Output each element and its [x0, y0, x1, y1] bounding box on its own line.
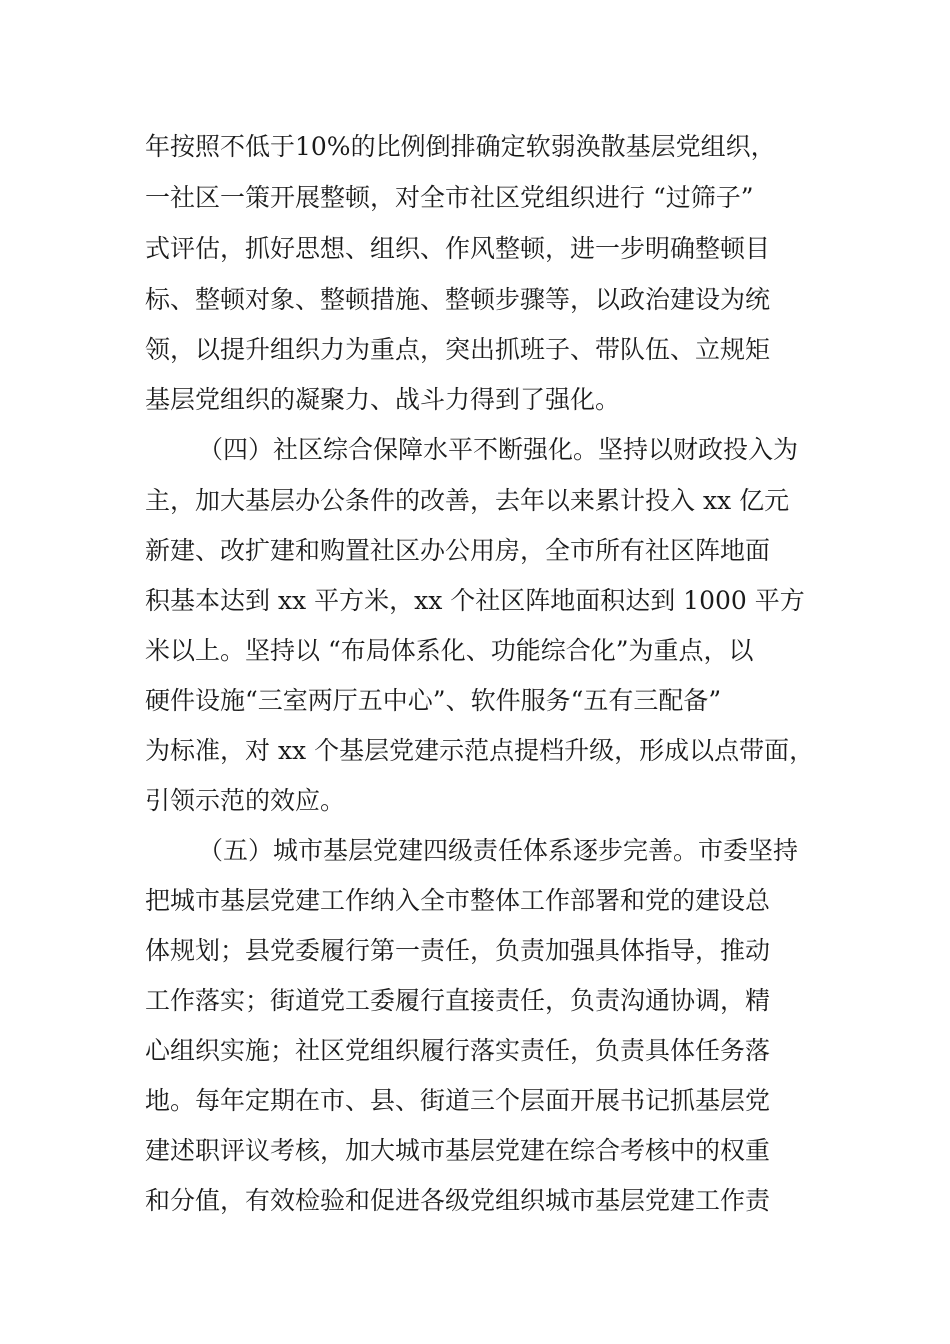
paragraph-line: 式评估，抓好思想、组织、作风整顿，进一步明确整顿目 [145, 234, 771, 263]
paragraph-line: 主，加大基层办公条件的改善，去年以来累计投入 xx 亿元 [145, 486, 790, 515]
paragraph-line: 把城市基层党建工作纳入全市整体工作部署和党的建设总 [145, 886, 771, 915]
paragraph-line: 体规划；县党委履行第一责任，负责加强具体指导，推动 [145, 936, 771, 965]
paragraph-line: 工作落实；街道党工委履行直接责任，负责沟通协调，精 [145, 986, 771, 1015]
paragraph-line: 积基本达到 xx 平方米，xx 个社区阵地面积达到 1000 平方 [145, 586, 805, 615]
paragraph-line: 心组织实施；社区党组织履行落实责任，负责具体任务落 [145, 1036, 771, 1065]
section-heading-line: （四）社区综合保障水平不断强化。坚持以财政投入为 [198, 435, 799, 464]
paragraph-line: 地。每年定期在市、县、街道三个层面开展书记抓基层党 [145, 1086, 771, 1115]
section-heading-line: （五）城市基层党建四级责任体系逐步完善。市委坚持 [198, 836, 799, 865]
paragraph-line: 硬件设施“三室两厅五中心”、软件服务“五有三配备” [145, 686, 722, 715]
paragraph-line: 年按照不低于10%的比例倒排确定软弱涣散基层党组织， [145, 132, 776, 161]
paragraph-line: 为标准，对 xx 个基层党建示范点提档升级，形成以点带面， [145, 736, 815, 765]
paragraph-line: 基层党组织的凝聚力、战斗力得到了强化。 [145, 385, 621, 414]
paragraph-line: 领，以提升组织力为重点，突出抓班子、带队伍、立规矩 [145, 335, 771, 364]
paragraph-line: 一社区一策开展整顿，对全市社区党组织进行 “过筛子” [145, 183, 754, 212]
paragraph-line: 和分值，有效检验和促进各级党组织城市基层党建工作责 [145, 1186, 771, 1215]
paragraph-line: 建述职评议考核，加大城市基层党建在综合考核中的权重 [145, 1136, 771, 1165]
paragraph-line: 米以上。坚持以 “布局体系化、功能综合化”为重点，以 [145, 636, 754, 665]
paragraph-line: 新建、改扩建和购置社区办公用房，全市所有社区阵地面 [145, 536, 771, 565]
paragraph-line: 引领示范的效应。 [145, 786, 346, 815]
paragraph-line: 标、整顿对象、整顿措施、整顿步骤等，以政治建设为统 [145, 285, 771, 314]
